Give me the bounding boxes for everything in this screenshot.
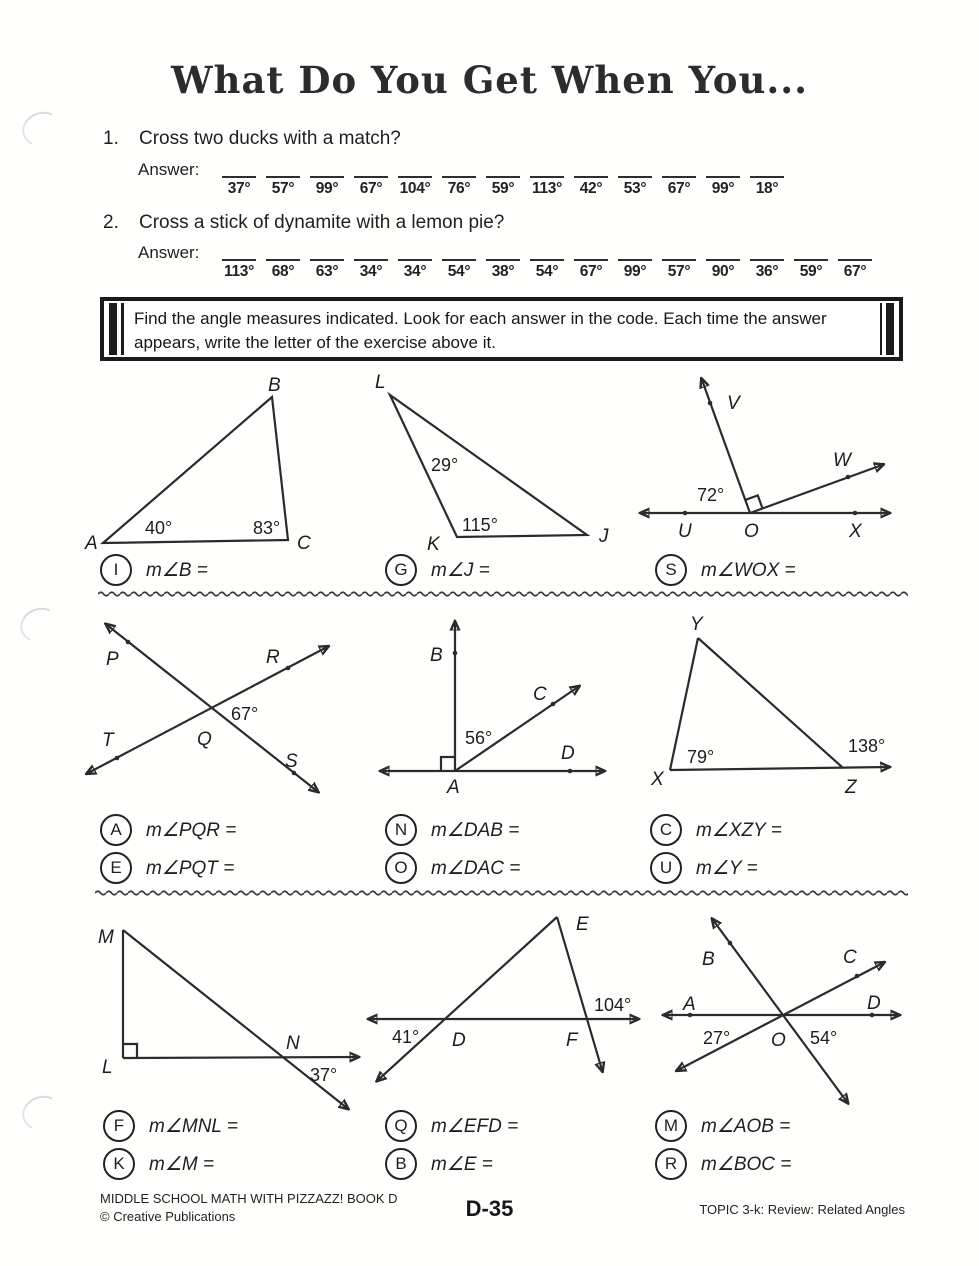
prompt-expression: m∠DAC = — [431, 857, 521, 879]
vertex-label-y: Y — [690, 614, 703, 635]
code-blank — [748, 246, 786, 281]
point-label-f: F — [566, 1030, 578, 1051]
code-value: 37° — [227, 180, 251, 197]
answer-line — [266, 163, 300, 178]
prompt-letter-circle: Q — [385, 1110, 417, 1142]
vertex-label-e: E — [576, 914, 589, 935]
code-blank — [440, 246, 478, 281]
code-value: 67° — [843, 263, 867, 280]
footer-book-title: MIDDLE SCHOOL MATH WITH PIZZAZZ! BOOK D — [100, 1191, 398, 1206]
angle-value-104: 104° — [594, 995, 632, 1015]
code-value: 57° — [667, 263, 691, 280]
binding-mark — [18, 107, 67, 152]
point-label-b: B — [430, 645, 443, 666]
binding-mark — [18, 1091, 67, 1136]
angle-value-29: 29° — [431, 455, 459, 475]
point-label-d: D — [561, 743, 575, 764]
angle-value-40: 40° — [145, 518, 173, 538]
code-value: 59° — [799, 263, 823, 280]
code-blank — [352, 163, 390, 198]
angle-value-138: 138° — [848, 736, 886, 756]
point-label-a: A — [447, 777, 460, 798]
wavy-divider — [98, 590, 908, 598]
prompt-expression: m∠MNL = — [149, 1115, 239, 1137]
question-1-number: 1. — [103, 128, 119, 149]
answer-line — [662, 246, 696, 261]
code-value: 63° — [315, 263, 339, 280]
prompt-letter-circle: S — [655, 554, 687, 586]
figure-triangle-xyz — [650, 610, 902, 800]
code-blank — [616, 246, 654, 281]
vertex-label-b: B — [268, 375, 281, 396]
question-1-answer-label: Answer: — [138, 160, 200, 179]
question-1 — [103, 128, 401, 150]
point-label-q: Q — [197, 729, 212, 750]
page-title: What Do You Get When You... — [170, 58, 808, 102]
prompt-f — [103, 1110, 238, 1142]
prompt-expression: m∠EFD = — [431, 1115, 519, 1137]
question-1-code-blanks — [220, 163, 792, 198]
point-label-o: O — [744, 521, 759, 542]
prompt-expression: m∠AOB = — [701, 1115, 791, 1137]
code-value: 104° — [399, 180, 431, 197]
answer-line — [750, 163, 784, 178]
prompt-letter-circle: E — [100, 852, 132, 884]
code-value: 99° — [711, 180, 735, 197]
answer-line — [222, 163, 256, 178]
code-blank — [396, 163, 434, 198]
answer-line — [706, 246, 740, 261]
code-blank — [396, 246, 434, 281]
angle-value-79: 79° — [687, 747, 715, 767]
code-blank — [616, 163, 654, 198]
figure-triangle-edf — [360, 905, 645, 1100]
code-blank — [484, 163, 522, 198]
vertex-label-c: C — [297, 533, 311, 554]
instruction-box-right-line — [880, 303, 883, 355]
angle-value-67: 67° — [231, 704, 259, 724]
vertex-label-l: L — [102, 1057, 113, 1078]
instruction-box-left-line — [121, 303, 124, 355]
prompt-letter-circle: G — [385, 554, 417, 586]
prompt-expression: m∠BOC = — [701, 1153, 792, 1175]
answer-line — [838, 246, 872, 261]
answer-line — [530, 246, 564, 261]
point-label-v: V — [727, 393, 740, 414]
vertex-label-a: A — [85, 533, 98, 554]
code-value: 42° — [579, 180, 603, 197]
code-value: 18° — [755, 180, 779, 197]
prompt-expression: m∠XZY = — [696, 819, 782, 841]
code-blank — [308, 246, 346, 281]
angle-value-27: 27° — [703, 1028, 731, 1048]
answer-line — [486, 163, 520, 178]
angle-value-72: 72° — [697, 485, 725, 505]
answer-line — [310, 163, 344, 178]
code-value: 113° — [531, 180, 562, 197]
code-blank — [704, 163, 742, 198]
prompt-expression: m∠PQR = — [146, 819, 237, 841]
code-blank — [748, 163, 786, 198]
code-value: 67° — [579, 263, 603, 280]
angle-value-83: 83° — [253, 518, 281, 538]
answer-line — [354, 246, 388, 261]
footer-page-code: D-35 — [465, 1196, 514, 1221]
rays-uox-geometry — [642, 380, 888, 515]
prompt-letter-circle: O — [385, 852, 417, 884]
code-value: 34° — [403, 263, 427, 280]
prompt-expression: m∠B = — [146, 559, 208, 581]
prompt-letter-circle: F — [103, 1110, 135, 1142]
code-value: 38° — [491, 263, 515, 280]
code-blank — [528, 163, 566, 198]
prompt-letter-circle: R — [655, 1148, 687, 1180]
point-label-b: B — [702, 949, 715, 970]
answer-line — [222, 246, 256, 261]
vertex-label-k: K — [427, 534, 440, 555]
code-blank — [440, 163, 478, 198]
vertex-label-l: L — [375, 372, 386, 393]
code-value: 57° — [271, 180, 295, 197]
answer-line — [266, 246, 300, 261]
point-label-a: A — [683, 994, 696, 1015]
code-value: 53° — [623, 180, 647, 197]
code-blank — [704, 246, 742, 281]
point-label-d: D — [867, 993, 881, 1014]
footer-copyright: © Creative Publications — [100, 1208, 236, 1224]
point-label-p: P — [106, 649, 119, 670]
angle-value-54: 54° — [810, 1028, 838, 1048]
question-2-number: 2. — [103, 212, 119, 233]
point-label-c: C — [533, 684, 547, 705]
figure-triangle-lkj — [365, 370, 615, 555]
instruction-box-left-bar — [109, 303, 117, 355]
figure-rays-uox — [635, 365, 903, 550]
prompt-letter-circle: N — [385, 814, 417, 846]
instruction-box-right-bar — [886, 303, 894, 355]
prompt-expression: m∠PQT = — [146, 857, 235, 879]
code-blank — [660, 163, 698, 198]
point-label-d: D — [452, 1030, 466, 1051]
binding-mark — [16, 603, 65, 648]
answer-line — [486, 246, 520, 261]
answer-line — [794, 246, 828, 261]
point-label-w: W — [833, 450, 851, 471]
prompt-expression: m∠E = — [431, 1153, 493, 1175]
angle-value-37: 37° — [310, 1065, 338, 1085]
point-label-n: N — [286, 1033, 300, 1054]
prompt-r — [655, 1148, 791, 1180]
prompt-expression: m∠J = — [431, 559, 490, 581]
point-label-u: U — [678, 521, 692, 542]
prompt-expression: m∠WOX = — [701, 559, 796, 581]
code-blank — [484, 246, 522, 281]
answer-line — [574, 246, 608, 261]
prompt-n — [385, 814, 519, 846]
prompt-m — [655, 1110, 790, 1142]
code-blank — [572, 163, 610, 198]
figure-rays-bacd — [375, 615, 620, 803]
code-value: 99° — [623, 263, 647, 280]
question-1-text: Cross two ducks with a match? — [139, 128, 401, 149]
code-blank — [220, 246, 258, 281]
code-blank — [836, 246, 874, 281]
prompt-letter-circle: B — [385, 1148, 417, 1180]
prompt-k — [103, 1148, 214, 1180]
code-value: 90° — [711, 263, 735, 280]
code-value: 34° — [359, 263, 383, 280]
instruction-box — [100, 297, 903, 361]
answer-line — [530, 163, 564, 178]
question-2-code-blanks — [220, 246, 880, 281]
answer-line — [750, 246, 784, 261]
point-label-o: O — [771, 1030, 786, 1051]
code-blank — [264, 163, 302, 198]
prompt-e — [100, 852, 234, 884]
code-value: 54° — [535, 263, 559, 280]
vertex-label-z: Z — [845, 777, 857, 798]
prompt-a — [100, 814, 236, 846]
prompt-o — [385, 852, 520, 884]
prompt-q — [385, 1110, 518, 1142]
answer-line — [442, 246, 476, 261]
question-2-text: Cross a stick of dynamite with a lemon pie? — [139, 212, 505, 233]
vertex-label-x: X — [651, 769, 664, 790]
answer-line — [398, 246, 432, 261]
angle-value-56: 56° — [465, 728, 493, 748]
code-blank — [352, 246, 390, 281]
prompt-u — [650, 852, 758, 884]
prompt-letter-circle: C — [650, 814, 682, 846]
prompt-expression: m∠M = — [149, 1153, 215, 1175]
answer-line — [354, 163, 388, 178]
code-value: 99° — [315, 180, 339, 197]
answer-line — [618, 163, 652, 178]
figure-lines-through-o — [655, 915, 915, 1117]
code-value: 67° — [667, 180, 691, 197]
code-blank — [528, 246, 566, 281]
prompt-i — [100, 554, 208, 586]
point-label-t: T — [102, 730, 114, 751]
answer-line — [706, 163, 740, 178]
code-blank — [572, 246, 610, 281]
figure-triangle-abc — [85, 375, 315, 555]
question-2-answer-label: Answer: — [138, 243, 200, 262]
prompt-letter-circle: A — [100, 814, 132, 846]
prompt-letter-circle: U — [650, 852, 682, 884]
point-label-c: C — [843, 947, 857, 968]
code-value: 113° — [223, 263, 254, 280]
prompt-g — [385, 554, 490, 586]
code-blank — [308, 163, 346, 198]
prompt-s — [655, 554, 796, 586]
point-label-x: X — [849, 521, 862, 542]
answer-line — [310, 246, 344, 261]
figure-right-triangle-mln — [85, 915, 377, 1117]
code-blank — [220, 163, 258, 198]
answer-line — [662, 163, 696, 178]
answer-line — [442, 163, 476, 178]
lines-through-o-geometry — [665, 920, 898, 1102]
answer-line — [618, 246, 652, 261]
vertex-label-j: J — [599, 526, 609, 547]
wavy-divider — [95, 889, 908, 897]
footer-topic: TOPIC 3-k: Review: Related Angles — [699, 1202, 905, 1217]
prompt-c — [650, 814, 782, 846]
angle-value-115: 115° — [462, 515, 498, 535]
instruction-text: Find the angle measures indicated. Look for each answer in the code. Each time the answer appears, write the letter of the exercise above it. — [134, 309, 827, 353]
answer-line — [574, 163, 608, 178]
prompt-letter-circle: K — [103, 1148, 135, 1180]
prompt-letter-circle: I — [100, 554, 132, 586]
point-label-r: R — [266, 647, 280, 668]
code-value: 68° — [271, 263, 295, 280]
prompt-expression: m∠Y = — [696, 857, 758, 879]
prompt-b — [385, 1148, 493, 1180]
figure-crossing-lines-pqrst — [80, 615, 342, 810]
code-blank — [792, 246, 830, 281]
vertex-label-m: M — [98, 927, 114, 948]
code-value: 54° — [447, 263, 471, 280]
code-value: 76° — [447, 180, 471, 197]
code-value: 67° — [359, 180, 383, 197]
code-blank — [264, 246, 302, 281]
prompt-letter-circle: M — [655, 1110, 687, 1142]
code-value: 59° — [491, 180, 515, 197]
question-2 — [103, 212, 504, 234]
code-value: 36° — [755, 263, 779, 280]
angle-value-41: 41° — [392, 1027, 420, 1047]
point-label-s: S — [285, 751, 298, 772]
answer-line — [398, 163, 432, 178]
prompt-expression: m∠DAB = — [431, 819, 520, 841]
code-blank — [660, 246, 698, 281]
